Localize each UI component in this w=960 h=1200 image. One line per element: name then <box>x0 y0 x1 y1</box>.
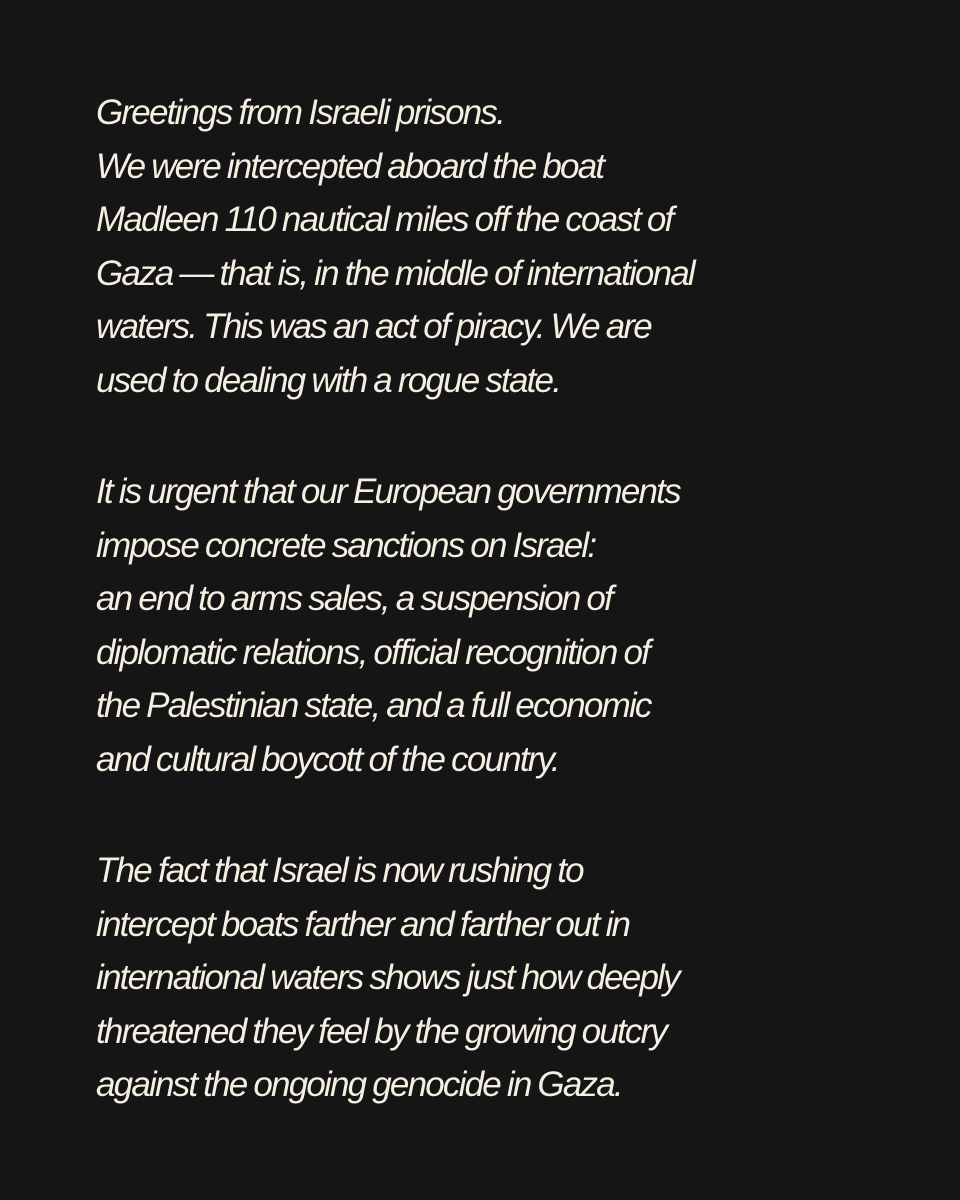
text-line: diplomatic relations, official recognition of <box>96 632 650 672</box>
text-line: against the ongoing genocide in Gaza. <box>96 1065 622 1104</box>
text-line: waters. This was an act of piracy. We are <box>96 307 651 346</box>
text-line: international waters shows just how deeply <box>96 958 679 997</box>
text-line: Greetings from Israeli prisons. <box>96 93 505 132</box>
text-line: Gaza — that is, in the middle of international <box>96 253 694 293</box>
text-line: Madleen 110 nautical miles off the coast of <box>96 200 673 239</box>
paragraph-outcry <box>96 844 900 1112</box>
text-line: intercept boats farther and farther out in <box>96 904 630 944</box>
paragraph-sanctions <box>96 465 900 786</box>
text-line: the Palestinian state, and a full economic <box>96 686 651 725</box>
paragraph-interception <box>96 86 900 407</box>
text-line: impose concrete sanctions on Israel: <box>96 525 596 565</box>
text-line: an end to arms sales, a suspension of <box>96 579 612 618</box>
text-line: We were intercepted aboard the boat <box>96 146 604 186</box>
text-line: It is urgent that our European governments <box>96 472 680 511</box>
text-line: and cultural boycott of the country. <box>96 739 559 779</box>
text-line: used to dealing with a rogue state. <box>96 360 561 400</box>
text-line: threatened they feel by the growing outcry <box>96 1011 667 1051</box>
text-line: The fact that Israel is now rushing to <box>96 851 583 890</box>
